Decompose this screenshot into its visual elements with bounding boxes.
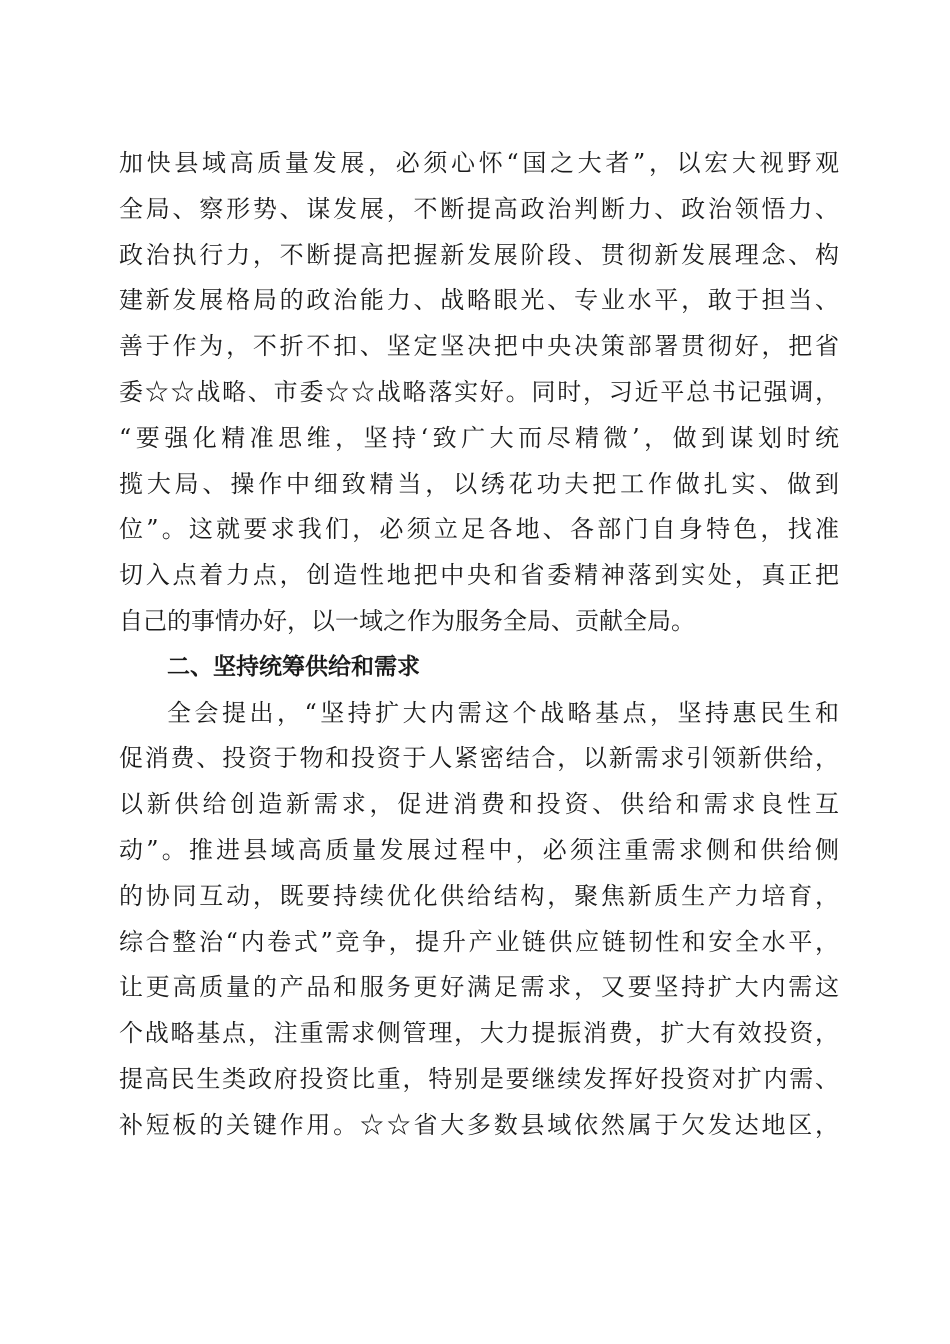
paragraph-line: 揽大局、操作中细致精当，以绣花功夫把工作做扎实、做到 xyxy=(119,469,839,498)
paragraph-line: 位”。这就要求我们，必须立足各地、各部门自身特色，找准 xyxy=(119,515,839,544)
paragraph-line: 提高民生类政府投资比重，特别是要继续发挥好投资对扩内需、 xyxy=(119,1064,839,1093)
section-heading: 二、坚持统筹供给和需求 xyxy=(167,653,420,680)
paragraph-line: 让更高质量的产品和服务更好满足需求，又要坚持扩大内需这 xyxy=(119,973,839,1002)
paragraph-line: 以新供给创造新需求，促进消费和投资、供给和需求良性互 xyxy=(119,790,839,819)
paragraph-line: 政治执行力，不断提高把握新发展阶段、贯彻新发展理念、构 xyxy=(119,240,839,269)
paragraph-2 xyxy=(119,691,839,1149)
paragraph-line: 个战略基点，注重需求侧管理，大力提振消费，扩大有效投资， xyxy=(119,1019,839,1048)
document-body xyxy=(119,141,839,1149)
paragraph-line: 的协同互动，既要持续优化供给结构，聚焦新质生产力培育， xyxy=(119,881,839,910)
paragraph-line: 自己的事情办好，以一域之作为服务全局、贡献全局。 xyxy=(119,606,695,635)
paragraph-line: 委☆☆战略、市委☆☆战略落实好。同时，习近平总书记强调， xyxy=(119,377,839,406)
paragraph-line: 全局、察形势、谋发展，不断提高政治判断力、政治领悟力、 xyxy=(119,194,839,223)
paragraph-line: “要强化精准思维，坚持‘致广大而尽精微’，做到谋划时统 xyxy=(119,423,839,452)
paragraph-line: 补短板的关键作用。☆☆省大多数县域依然属于欠发达地区， xyxy=(119,1110,839,1139)
paragraph-line: 综合整治“内卷式”竞争，提升产业链供应链韧性和安全水平， xyxy=(119,927,839,956)
paragraph-line: 建新发展格局的政治能力、战略眼光、专业水平，敢于担当、 xyxy=(119,286,839,315)
paragraph-line: 全会提出，“坚持扩大内需这个战略基点，坚持惠民生和 xyxy=(167,698,839,727)
paragraph-line: 促消费、投资于物和投资于人紧密结合，以新需求引领新供给， xyxy=(119,744,839,773)
paragraph-line: 加快县域高质量发展，必须心怀“国之大者”，以宏大视野观 xyxy=(119,149,839,177)
paragraph-line: 切入点着力点，创造性地把中央和省委精神落到实处，真正把 xyxy=(119,561,839,590)
paragraph-1 xyxy=(119,141,839,645)
paragraph-line: 善于作为，不折不扣、坚定坚决把中央决策部署贯彻好，把省 xyxy=(119,332,839,361)
paragraph-line: 动”。推进县域高质量发展过程中，必须注重需求侧和供给侧 xyxy=(119,835,839,864)
